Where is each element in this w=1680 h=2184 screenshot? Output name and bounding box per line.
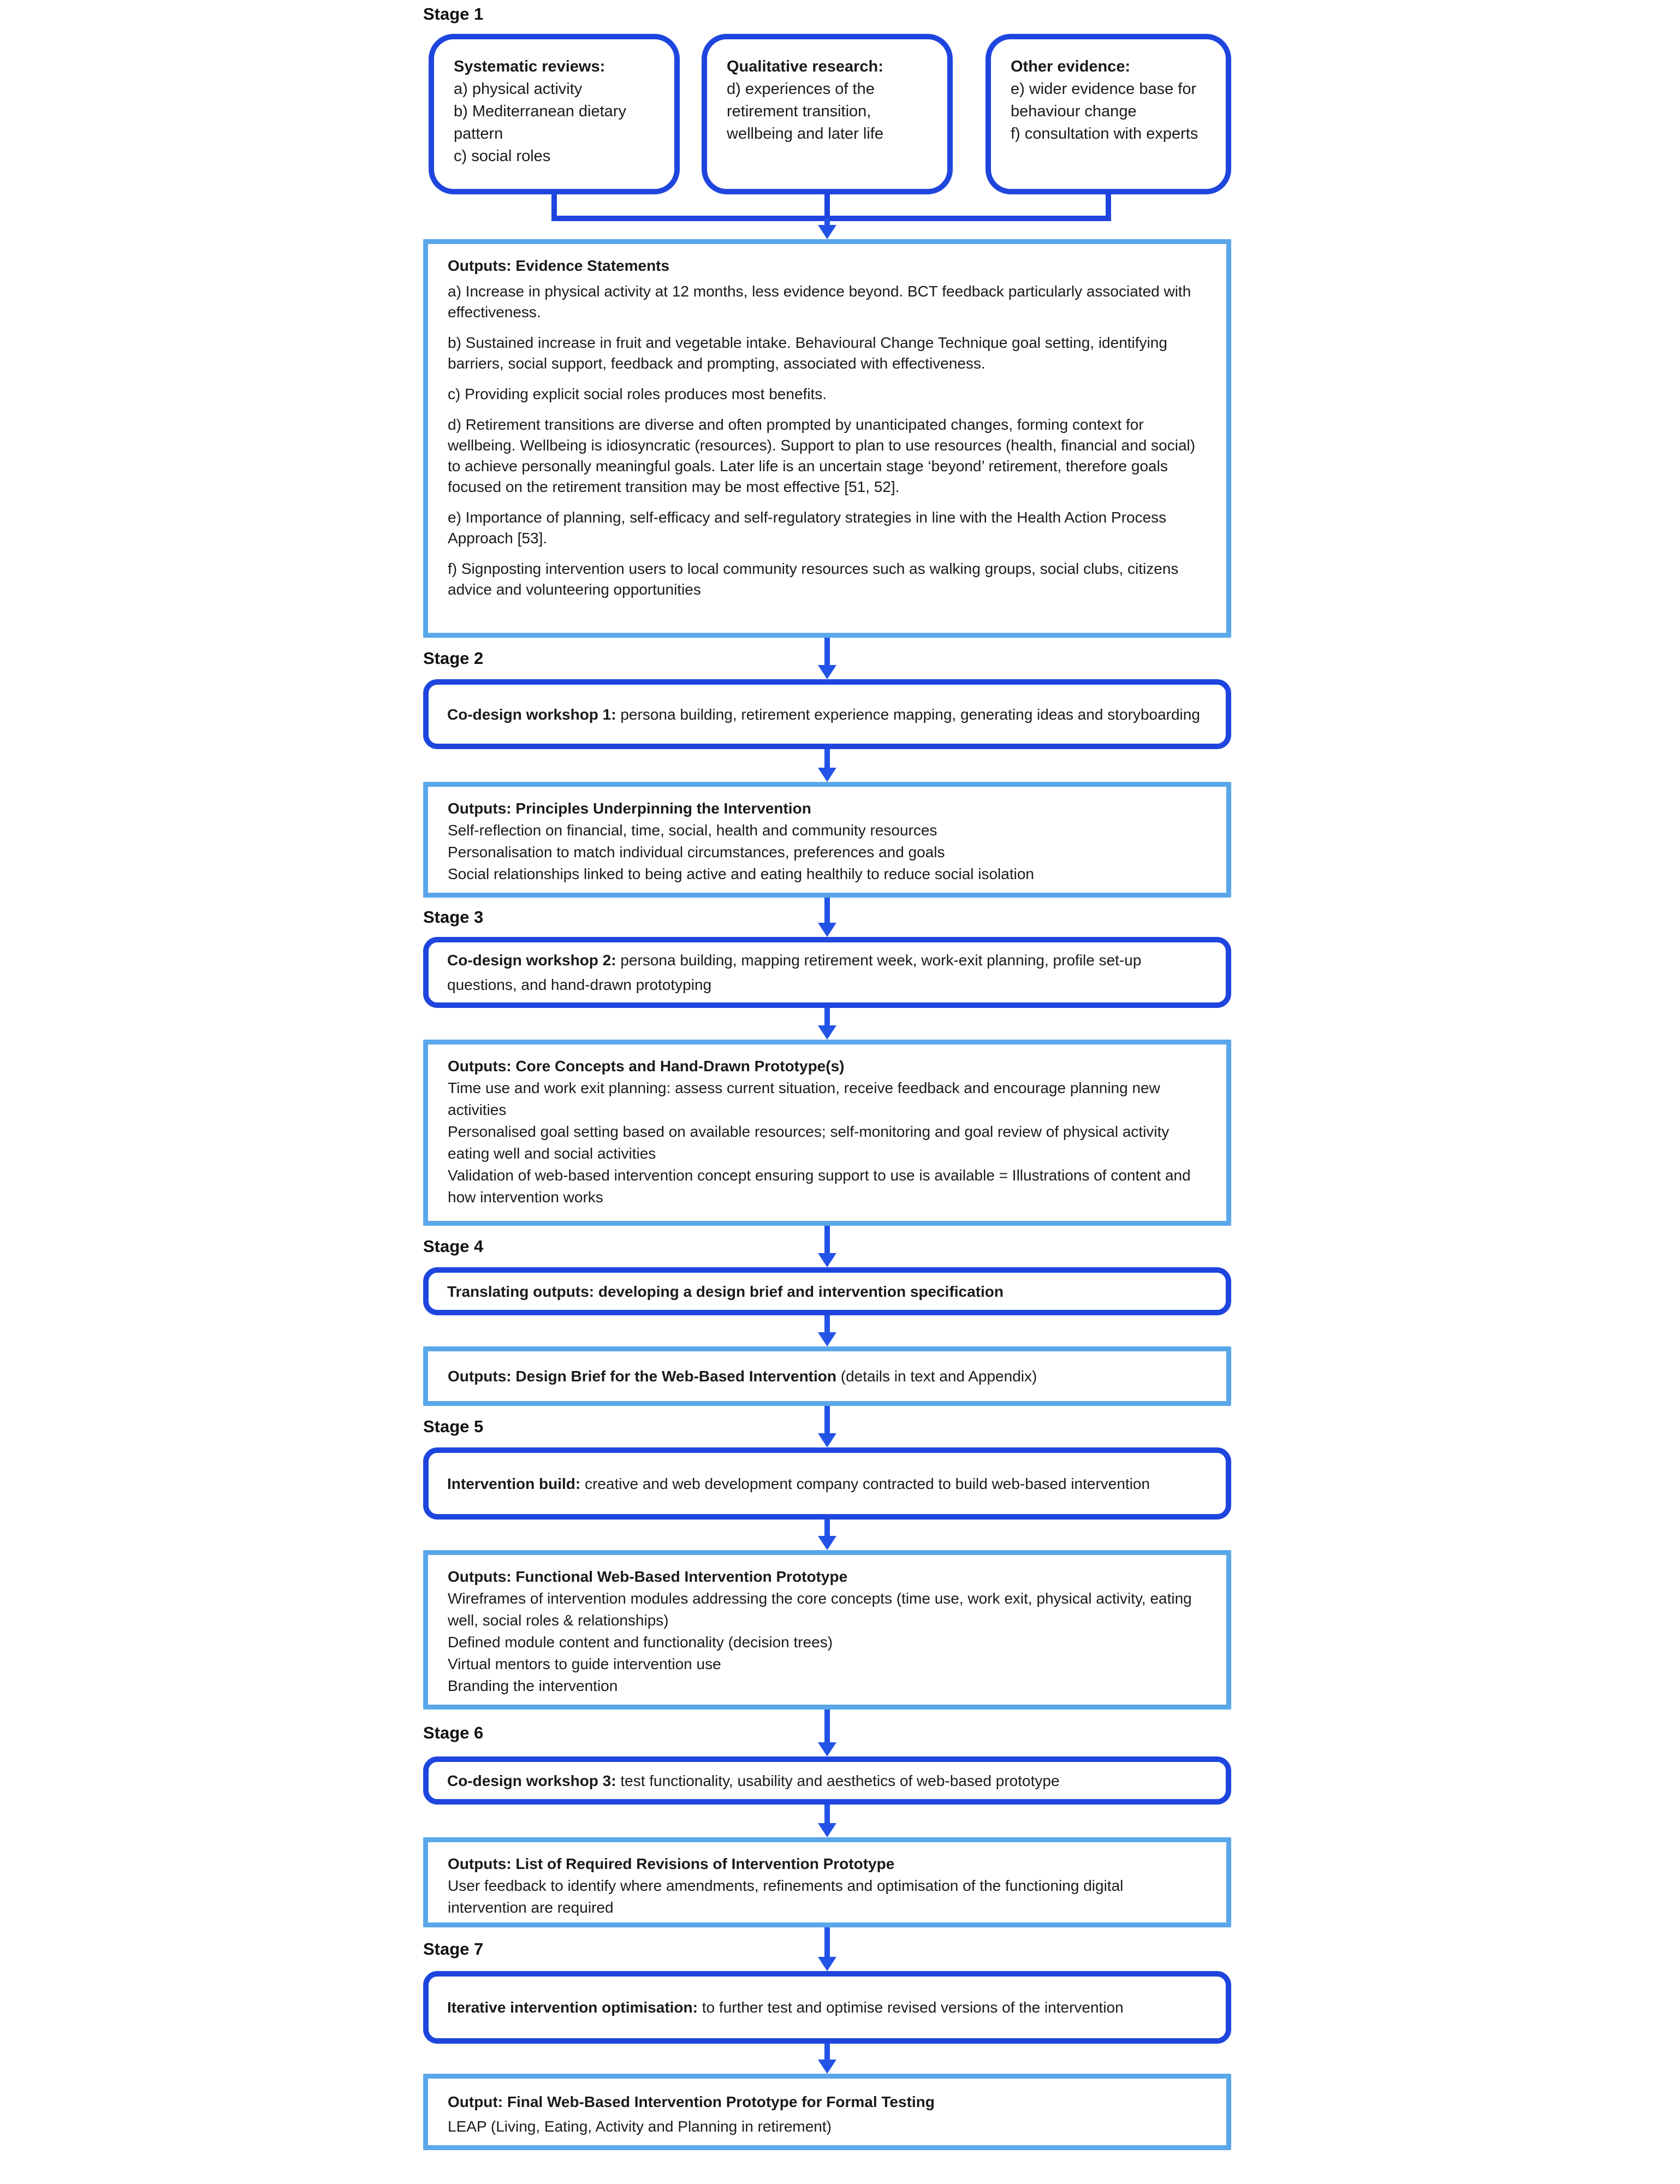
node-item: f) consultation with experts [1011,125,1198,143]
node-title: Co-design workshop 2: [447,952,616,969]
functional-line: Virtual mentors to guide intervention use [448,1655,721,1672]
arrow-row [423,1315,1231,1346]
stage-7-label: Stage 7 [423,1939,484,1959]
node-iterative-optimisation [423,1971,1231,2044]
down-arrow [818,1805,836,1837]
evidence-item-f: f) Signposting intervention users to local community resources such as walking groups, social clubs, citizens advice and volunteering opportunities [448,560,1179,598]
node-revisions-outputs [423,1837,1231,1927]
arrow-row [423,1008,1231,1040]
node-description: to further test and optimise revised versions of the intervention [697,1999,1124,2016]
stage-5-label: Stage 5 [423,1417,484,1436]
down-arrow [818,638,836,679]
node-title: Outputs: List of Required Revisions of Intervention Prototype [448,1855,895,1872]
node-description: persona building, retirement experience mapping, generating ideas and storyboarding [616,705,1200,723]
node-other-evidence [986,34,1231,194]
node-title: Iterative intervention optimisation: [447,1999,698,2016]
stage-3-row [423,898,1231,937]
stage-4-label: Stage 4 [423,1237,484,1256]
functional-line: Branding the intervention [448,1677,618,1694]
node-item: a) physical activity [454,80,583,98]
down-arrow [818,1520,836,1550]
node-principles-outputs [423,782,1231,898]
stage-7-row [423,1927,1231,1971]
flowchart-column [423,0,1231,2150]
revisions-line: User feedback to identify where amendments, refinements and optimisation of the functioning digital intervention are required [448,1877,1124,1916]
node-title: Outputs: Design Brief for the Web-Based Intervention [448,1367,836,1385]
node-description: test functionality, usability and aesthetics of web-based prototype [616,1772,1060,1789]
evidence-item-b: b) Sustained increase in fruit and vegetable intake. Behavioural Change Technique goal setting, identifying barriers, social support, feedback and prompting, associated with effectiveness. [448,334,1167,372]
stage-2-row [423,638,1231,679]
node-title: Co-design workshop 3: [447,1772,616,1789]
core-concepts-line: Personalised goal setting based on available resources; self-monitoring and goal review of physical activity eating well and social activities [448,1123,1170,1162]
stage-6-row [423,1710,1231,1756]
node-title: Other evidence: [1011,58,1131,75]
node-title: Outputs: Principles Underpinning the Intervention [448,800,811,817]
node-core-concepts-outputs [423,1040,1231,1226]
evidence-item-c: c) Providing explicit social roles produces most benefits. [448,385,827,402]
evidence-item-e: e) Importance of planning, self-efficacy and self-regulatory strategies in line with the Health Action Process Approach [53]. [448,509,1167,547]
core-concepts-line: Validation of web-based intervention concept ensuring support to use is available = Illustrations of content and how intervention works [448,1167,1191,1206]
node-item: e) wider evidence base for behaviour change [1011,80,1197,120]
node-evidence-statements [423,239,1231,638]
stage-2-label: Stage 2 [423,649,484,668]
node-title: Translating outputs: developing a design brief and intervention specification [447,1283,1004,1300]
node-title: Outputs: Evidence Statements [448,257,670,274]
node-title: Intervention build: [447,1475,581,1492]
node-item: b) Mediterranean dietary pattern [454,103,626,143]
node-title: Outputs: Core Concepts and Hand-Drawn Prototype(s) [448,1058,845,1075]
functional-line: Wireframes of intervention modules addressing the core concepts (time use, work exit, physical activity, eating well, social roles & relationships) [448,1590,1192,1629]
node-functional-prototype-outputs [423,1550,1231,1710]
stage-5-row [423,1406,1231,1447]
node-description: creative and web development company contracted to build web-based intervention [580,1475,1150,1492]
arrow-row [423,1520,1231,1550]
arrow-row [423,2044,1231,2074]
merge-connector-arrow [423,194,1231,239]
down-arrow [818,1226,836,1267]
down-arrow [818,1710,836,1756]
principles-line: Self-reflection on financial, time, social, health and community resources [448,822,937,839]
node-design-brief-outputs [423,1346,1231,1406]
down-arrow [818,1927,836,1971]
evidence-item-a: a) Increase in physical activity at 12 months, less evidence beyond. BCT feedback particularly associated with effectiveness. [448,283,1191,321]
principles-line: Personalisation to match individual circumstances, preferences and goals [448,844,945,860]
functional-line: Defined module content and functionality (decision trees) [448,1634,833,1651]
arrow-row [423,1805,1231,1837]
stage-3-label: Stage 3 [423,907,484,927]
node-codesign-workshop-3 [423,1756,1231,1805]
down-arrow [818,1315,836,1346]
core-concepts-line: Time use and work exit planning: assess current situation, receive feedback and encourage planning new activities [448,1079,1160,1118]
down-arrow [818,749,836,782]
stage-1-source-row [423,34,1231,194]
node-qualitative-research [702,34,953,194]
down-arrow [818,1008,836,1040]
node-description: persona building, mapping retirement week, work-exit planning, profile set-up questions, and hand-drawn prototyping [447,952,1142,993]
stage-6-label: Stage 6 [423,1723,484,1742]
final-output-line: LEAP (Living, Eating, Activity and Planning in retirement) [448,2118,832,2135]
down-arrow [818,898,836,937]
node-intervention-build [423,1447,1231,1520]
node-item: d) experiences of the retirement transition, wellbeing and later life [727,80,883,143]
stage-1-label: Stage 1 [423,4,484,23]
arrow-row [423,749,1231,782]
node-title: Co-design workshop 1: [447,705,616,723]
down-arrow [818,2044,836,2074]
stage-4-row [423,1226,1231,1267]
evidence-item-d: d) Retirement transitions are diverse and often prompted by unanticipated changes, forming context for wellbeing. Wellbeing is idiosyncratic (resources). Support to plan to use resources (health, financial and social) to achieve personally meaningful goals. Later life is an uncertain stage ‘beyond’ retirement, therefore goals focused on the retirement transition may be most effective [51, 52]. [448,416,1196,495]
node-description: (details in text and Appendix) [836,1367,1037,1385]
node-final-output [423,2074,1231,2150]
node-title: Qualitative research: [727,58,883,75]
node-codesign-workshop-2 [423,937,1231,1008]
down-arrow [818,1406,836,1447]
node-item: c) social roles [454,147,551,165]
node-title: Systematic reviews: [454,58,605,75]
node-codesign-workshop-1 [423,679,1231,749]
node-systematic-reviews [429,34,680,194]
node-title: Outputs: Functional Web-Based Intervention Prototype [448,1568,848,1585]
principles-line: Social relationships linked to being active and eating healthily to reduce social isolation [448,865,1034,882]
node-title: Output: Final Web-Based Intervention Prototype for Formal Testing [448,2093,935,2110]
node-translating-outputs [423,1267,1231,1315]
